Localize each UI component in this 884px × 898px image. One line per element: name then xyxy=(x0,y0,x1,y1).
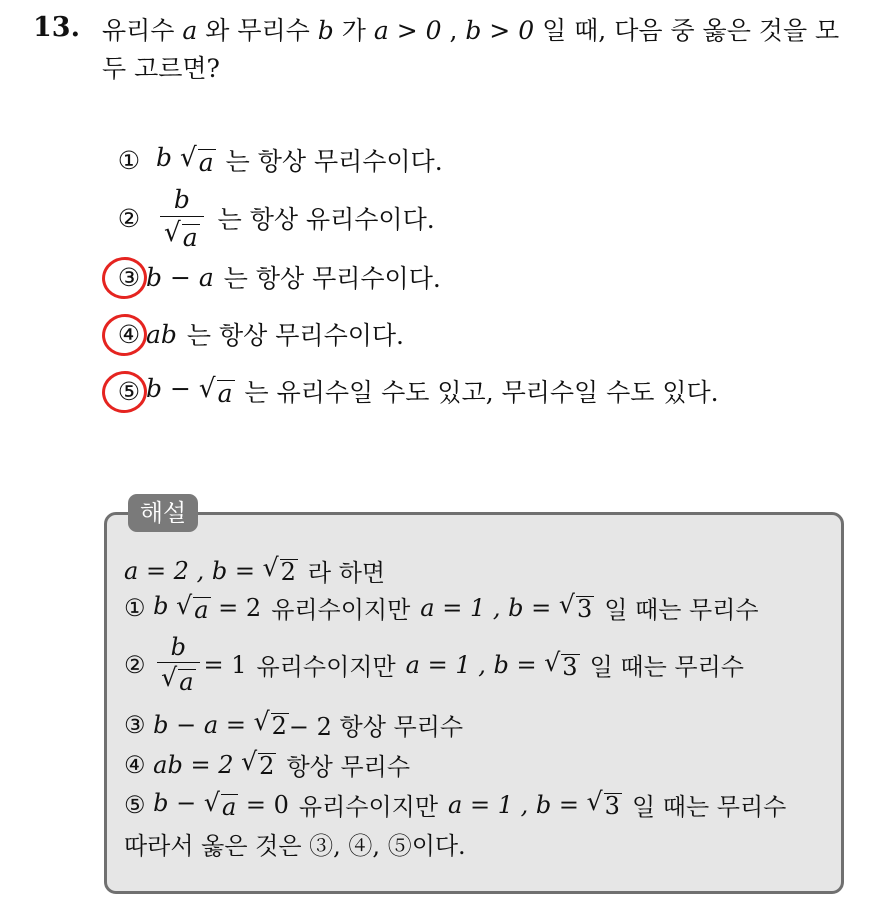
option-mark: ① xyxy=(117,145,141,175)
solution-radicand: 3 xyxy=(604,792,620,821)
option-2[interactable] xyxy=(112,186,435,251)
question-number: 13. xyxy=(33,12,80,43)
solution-line-1: a = 2 , b = √ 2 라 하면 xyxy=(124,553,386,587)
solution-radicand: 2 xyxy=(259,752,275,781)
solution-line-6: ⑤ b − √ a = 0 유리수이지만 a = 1 , b = √ 3 일 때는 무리수 xyxy=(124,787,787,821)
solution-radicand: 2 xyxy=(271,712,287,741)
solution-tag: 해설 xyxy=(128,494,198,532)
solution-mark: ⑤ xyxy=(124,790,146,819)
solution-line-4: ③ b − a = √ 2 − 2 항상 무리수 xyxy=(124,707,464,741)
option-expr: b √ a xyxy=(156,143,214,178)
solution-radicand: 3 xyxy=(562,652,578,681)
option-text: 는 유리수일 수도 있고, 무리수일 수도 있다. xyxy=(244,378,719,407)
condition-a: a > 0 xyxy=(373,16,442,45)
solution-eq: = 1 xyxy=(203,650,247,679)
solution-text: 일 때는 무리수 xyxy=(589,653,744,682)
solution-text: 라 하면 xyxy=(307,559,386,587)
question-text-part: 유리수 xyxy=(102,16,175,45)
var-b: b xyxy=(317,16,334,45)
solution-cond: a = 1 , b = xyxy=(420,593,552,622)
solution-text: 유리수이지만 xyxy=(271,596,411,624)
question-text-part: 와 무리수 xyxy=(205,16,310,45)
solution-line-5: ④ ab = 2 √ 2 항상 무리수 xyxy=(124,747,411,781)
option-expr: b − a xyxy=(146,262,214,292)
solution-eq: = 0 xyxy=(245,790,289,819)
question-text: 유리수 a 와 무리수 b 가 a > 0 , b > 0 일 때, 다음 중 옳은 것을 모두 고르면? xyxy=(102,16,840,83)
question-text-part: 가 xyxy=(341,16,366,45)
solution-mark: ① xyxy=(124,593,146,622)
var-a: a xyxy=(182,16,198,45)
solution-text: 유리수이지만 xyxy=(256,653,396,682)
option-expr: b √ a xyxy=(160,186,204,251)
option-mark: ④ xyxy=(117,319,141,349)
solution-expr: ab = 2 xyxy=(153,750,234,779)
option-text: 는 항상 무리수이다. xyxy=(186,321,404,350)
solution-mark: ④ xyxy=(124,750,146,779)
solution-expr: a = 2 , b = xyxy=(124,556,255,585)
option-5[interactable] xyxy=(112,373,719,409)
solution-text: − 2 항상 무리수 xyxy=(288,713,464,741)
solution-mark: ② xyxy=(124,650,146,679)
solution-mark: ③ xyxy=(124,710,146,739)
option-mark: ② xyxy=(117,203,141,233)
option-expr: b − √ a xyxy=(146,374,233,409)
option-expr: ab xyxy=(146,319,177,349)
option-text: 는 항상 무리수이다. xyxy=(223,264,441,293)
question-text-part: 일 때, 다음 중 옳은 것을 모두 고르면? xyxy=(102,16,840,83)
solution-line-3: ② b √ a = 1 유리수이지만 a = 1 , b = √ 3 일 때는 무리수 xyxy=(124,633,744,697)
solution-text: 일 때는 무리수 xyxy=(604,596,759,624)
solution-text: 일 때는 무리수 xyxy=(631,793,787,821)
option-3[interactable] xyxy=(112,259,441,295)
solution-expr: b − a = xyxy=(153,710,246,739)
option-text: 는 항상 무리수이다. xyxy=(225,147,443,176)
option-mark: ③ xyxy=(117,262,141,292)
solution-cond: a = 1 , b = xyxy=(448,790,579,819)
option-mark: ⑤ xyxy=(117,376,141,406)
solution-conclusion: 따라서 옳은 것은 ③, ④, ⑤이다. xyxy=(124,832,466,860)
option-text: 는 항상 유리수이다. xyxy=(217,205,435,235)
solution-eq: = 2 xyxy=(218,593,262,622)
condition-b: b > 0 xyxy=(465,16,535,45)
solution-text: 유리수이지만 xyxy=(298,793,439,821)
option-4[interactable] xyxy=(112,316,404,352)
solution-radicand: 3 xyxy=(576,595,593,624)
solution-text: 항상 무리수 xyxy=(286,753,411,781)
solution-cond: a = 1 , b = xyxy=(405,650,537,679)
solution-radicand: 2 xyxy=(280,558,296,587)
solution-line-2: ① b √ a = 2 유리수이지만 a = 1 , b = √ 3 일 때는 무리수 xyxy=(124,590,759,624)
option-1[interactable] xyxy=(112,142,443,178)
